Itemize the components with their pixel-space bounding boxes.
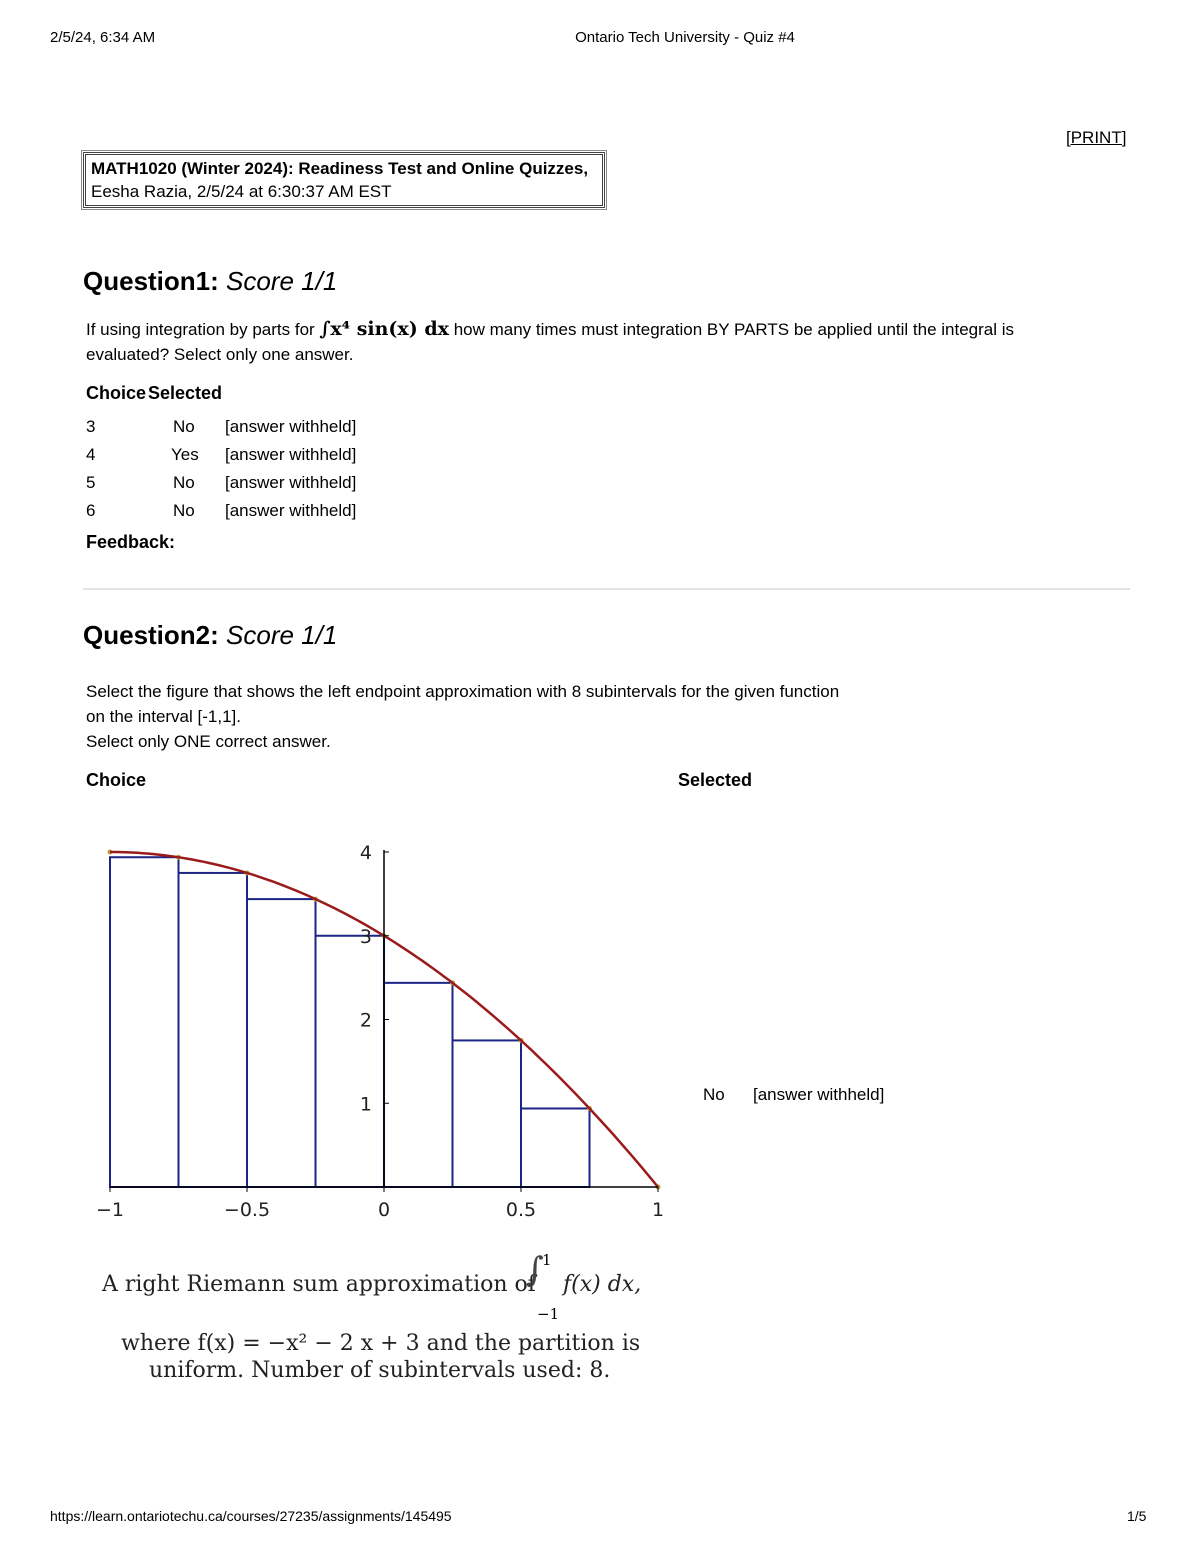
q1-choice-header: Choice — [86, 383, 147, 403]
q1-feedback-label: Feedback: — [86, 532, 176, 552]
x-tick-label: −1 — [95, 1199, 125, 1221]
question2-text-line2: on the interval [-1,1]. — [86, 707, 241, 726]
integral-lower-limit: −1 — [537, 1305, 560, 1323]
footer-page-number: 1/5 — [1127, 1508, 1147, 1524]
integral-expression: ∫x⁴ sin(x) dx — [319, 318, 449, 340]
q2-choice-header: Choice — [86, 770, 147, 790]
riemann-rectangle — [453, 1040, 522, 1187]
q2-selected-header: Selected — [678, 770, 753, 790]
y-tick-label: 1 — [359, 1093, 372, 1116]
print-link[interactable]: [PRINT] — [1066, 128, 1127, 147]
caption-line3: uniform. Number of subintervals used: 8. — [149, 1358, 611, 1383]
y-tick-label: 3 — [359, 925, 372, 948]
chart-axes — [96, 842, 664, 1221]
q1-row-selected: No — [173, 473, 195, 492]
q1-row-choice: 6 — [86, 501, 96, 520]
q1-row-answer: [answer withheld] — [225, 473, 357, 492]
q1-row-choice: 5 — [86, 473, 96, 492]
question-divider — [83, 588, 1130, 590]
print-datetime: 2/5/24, 6:34 AM — [50, 29, 156, 46]
q1-row-choice: 3 — [86, 417, 96, 436]
question1-heading — [83, 266, 337, 297]
question1-label: Question1: — [83, 266, 219, 296]
question2-label: Question2: — [83, 620, 219, 650]
q1-row-answer: [answer withheld] — [225, 445, 357, 464]
q1-row-selected: No — [173, 417, 195, 436]
question2-text-line1: Select the figure that shows the left endpoint approximation with 8 subintervals for the given function — [86, 682, 840, 701]
question1-text — [86, 317, 1166, 342]
course-title: MATH1020 (Winter 2024): Readiness Test and Online Quizzes, — [91, 159, 589, 178]
q1-row-choice: 4 — [86, 445, 96, 464]
riemann-rectangle — [247, 899, 316, 1187]
q1-row-selected: No — [173, 501, 195, 520]
integral-sign: ∫ — [526, 1250, 544, 1290]
caption-line2: where f(x) = −x² − 2 x + 3 and the partition is — [121, 1331, 641, 1356]
footer-url: https://learn.ontariotechu.ca/courses/27235/assignments/145495 — [50, 1508, 452, 1524]
integral-body: f(x) dx, — [563, 1272, 642, 1297]
riemann-rectangle — [110, 857, 179, 1187]
question2-score: Score 1/1 — [226, 620, 338, 650]
question1-text-start: If using integration by parts for — [86, 320, 315, 339]
riemann-rectangle — [179, 873, 248, 1187]
question2-text-line3: Select only ONE correct answer. — [86, 732, 331, 751]
caption-line1: A right Riemann sum approximation of — [102, 1272, 536, 1297]
q2-row-answer: [answer withheld] — [753, 1085, 885, 1104]
riemann-sum-chart — [80, 830, 690, 1230]
y-tick-label: 2 — [359, 1009, 372, 1032]
course-info-box — [83, 152, 605, 208]
x-tick-label: 1 — [651, 1199, 665, 1221]
riemann-rectangle — [521, 1108, 590, 1187]
q2-row-selected: No — [703, 1085, 725, 1104]
riemann-rectangle — [384, 983, 453, 1187]
x-tick-label: −0.5 — [223, 1199, 271, 1221]
y-tick-label: 4 — [359, 842, 372, 864]
riemann-rectangle — [316, 936, 385, 1187]
x-tick-label: 0.5 — [505, 1199, 537, 1221]
question2-heading — [83, 620, 337, 651]
question1-text-end: how many times must integration BY PARTS be applied until the integral is — [453, 320, 1015, 339]
print-page-title: Ontario Tech University - Quiz #4 — [575, 29, 795, 46]
student-info: Eesha Razia, 2/5/24 at 6:30:37 AM EST — [91, 182, 392, 201]
q1-selected-header: Selected — [148, 383, 223, 403]
integral-upper-limit: 1 — [542, 1251, 552, 1269]
x-tick-label: 0 — [377, 1199, 391, 1221]
question1-text-line2: evaluated? Select only one answer. — [86, 345, 354, 364]
q1-row-answer: [answer withheld] — [225, 417, 357, 436]
q1-row-answer: [answer withheld] — [225, 501, 357, 520]
q1-row-selected: Yes — [171, 445, 199, 464]
question1-score: Score 1/1 — [226, 266, 338, 296]
